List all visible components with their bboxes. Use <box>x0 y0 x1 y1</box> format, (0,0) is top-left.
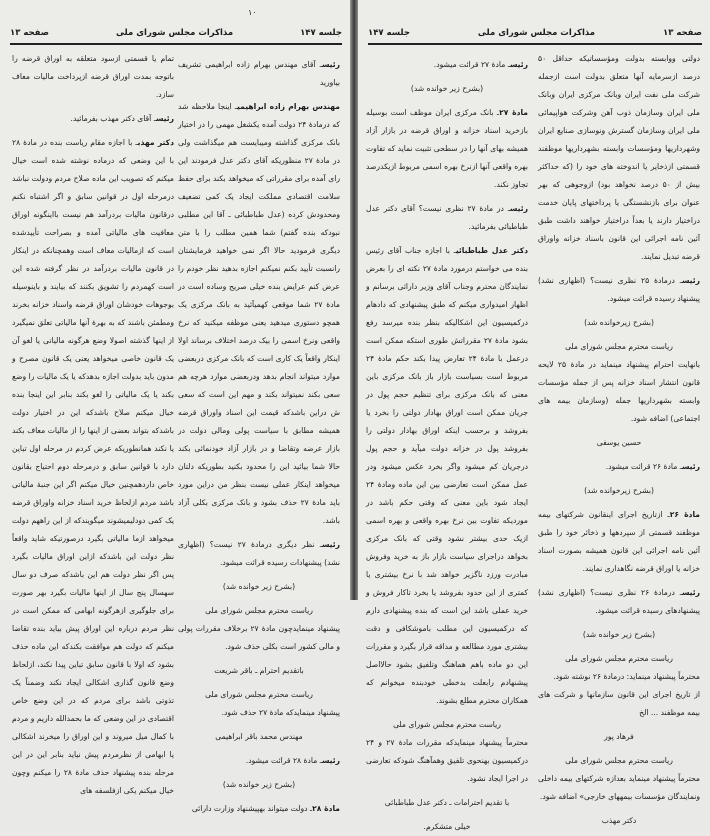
speaker-name: دکتر مهذب <box>137 138 175 147</box>
body-paragraph: محترماً پیشنهاد مینماید بعدازه شرکتهای بیمه داخلی ونمایندگان مؤسسات بیمههای خارجی» اضافه شود. <box>538 774 700 801</box>
speech-paragraph <box>538 458 700 476</box>
speech-text: ـ درمادهٔ ۲۵ نظری نیست؟ (اظهاری نشد) پیشنهاد رسیده قرائت میشود. <box>538 276 700 303</box>
centered-line: ریاست محترم مجلس شورای ملی <box>205 606 313 615</box>
speech-paragraph <box>178 536 340 572</box>
speech-text: ـ دولت میتواند بهپیشنهاد وزارت دارائی <box>191 804 313 813</box>
centered-line: (بشرح زیر خوانده شد) <box>222 582 296 591</box>
speech-text: ـ در مادهٔ ۲۷ نظری نیست؟ آقای دکتر عدل طباطبائی بفرمائید. <box>366 204 528 231</box>
right-page-header <box>368 26 702 45</box>
speech-paragraph <box>178 56 340 92</box>
speech-text: ـ درمادهٔ ۲۶ نظری نیست؟ (اظهاری نشد) پیشنهادهای رسیده قرائت میشود. <box>538 588 700 615</box>
body-paragraph: بانهایت احترام پیشنهاد مینماید در مادهٔ ۲۵ لایحه قانون انتشار اسناد خزانه پس از جمله مؤسسات وابسته بشهرداریها جمله (وسازمان بیمه های اجتماعی) اضافه شود. <box>538 360 700 423</box>
speech-paragraph <box>12 134 174 800</box>
speech-paragraph <box>366 104 528 194</box>
centered-line: ریاست محترم مجلس شورای ملی <box>565 756 673 765</box>
speaker-name: مادهٔ ۲۷ <box>499 108 528 117</box>
body-paragraph: از تاریخ اجرای این قانون سازمانها و شرکت های بیمه موظفند ... الخ <box>538 690 700 717</box>
speaker-name: مادهٔ ۲۸ <box>312 804 340 813</box>
speech-text: ـ با اجازه جناب آقای رئیس بنده می خواستم درمورد مادهٔ ۲۷ نکته ای را بعرض نمایندگان محترم وجناب آقای وزیر دارائی برسانم و اظهار امیدواری میکنم که طبق پیشنهادی که دادهام درکمیسیون این اشکالیکه بنظر بنده میرسد رفع بشود مادهٔ ۲۷ مقرراتش طوری استکه ممکن است درعمل با مادهٔ ۲۴ تعارض پیدا بکند حکم مادهٔ ۲۴ مربوط است بسیاست بازار باز بانک مرکزی باین معنی که بانک مرکزی برای تنظیم حجم پول در جریان ممکن است اوراق بهادار دولتی را بخرد یا بفروشد و برحسب اینکه اوراق بهادار دولتی را بفروشد پول در خزانه دولت میآید و حجم پول درجریان کم میشود واگر بخرد عکس میشود ودر عمل ممکن است تعارضی بین این ماده ومادهٔ ۲۴ ایجاد شود باین معنی که وقتی حکم باشد در موردیکه تفاوت بین نرخ بهره واقعی و بهره اسمی ازیک حدی بیشتر نشود وقتی که بانک مرکزی بخواهد دراجرای سیاست بازار باز به خرید وفروش مبادرت ورزد ناگزیر خواهد شد با نرخ بیشتری یا کمتری از این حدود بفروشد یا بخرد تاکار فروش و خرید عملی باشد این است که بنده پیشنهادی دارم که درکمیسیون این مطلب باموشکافی و دقت بیشتری مورد مطالعه و مداقه قرار بگیرد و مقررات این دو ماده باهم هماهنگ وتلفیق بشود حالااصل پیشنهادم رابعلت بدخطی خودبنده میخوانم که همکاران محترم مطلع بشوند. <box>366 246 528 705</box>
speech-paragraph <box>538 272 700 308</box>
speech-text: ـ آقای دکتر مهذب بفرمائید. <box>70 114 156 123</box>
body-paragraph: دولتی ووابسته بدولت ومؤسساتیکه حداقل ۵۰ درصد ازسرمایه آنها متعلق بدولت است ازجمله شرکت ملی نفت ایران وبانک مرکزی ایران وبانک ملی ایران وسازمان ذوب آهن وشرکت هواپیمائی ملی ایران وسازمان گسترش ونوسازی صنایع ایران وشهرداریها ومؤسسات وابسته بشهرداریها موظفند قسمتی ازذخایر یا اندوخته های خود را (که حداکثر بیش از ۵۰ درصد نخواهد بود) ازوجوهی که بهر عنوان برای بازنشستگی یا پرداختهای پایان خدمت دراختیار دارند یا بعداً دراختیار خواهند داشت طبق آئین نامه اجرائی این قانون باسناد خزانه واوراق قرضه تبدیل نمایند. <box>538 54 700 261</box>
centered-line: دکتر مهذب <box>601 816 637 825</box>
centered-line: ریاست محترم مجلس شورای ملی <box>565 342 673 351</box>
centered-line: ریاست محترم مجلس شورای ملی <box>565 654 673 663</box>
speech-paragraph <box>178 752 340 770</box>
text-column-right <box>538 50 700 830</box>
speech-paragraph <box>178 98 340 530</box>
centered-line: حسین یوسفی <box>596 438 642 447</box>
speaker-name: رئیس <box>321 540 340 549</box>
speech-paragraph <box>178 800 340 818</box>
speech-paragraph <box>538 506 700 578</box>
speech-text: ـ مادهٔ ۲۶ قرائت میشود. <box>605 462 682 471</box>
text-column-left <box>12 50 174 800</box>
text-column-left <box>366 50 528 836</box>
speech-paragraph <box>366 242 528 710</box>
body-paragraph: محترماً پیشنهاد مینماید: درمادهٔ ۲۶ نوشته شود. <box>553 672 700 681</box>
speaker-name: مهندس بهرام زاده ابراهیمی <box>237 102 341 111</box>
speech-text: ـ ازتاریخ اجرای اینقانون شرکتهای بیمه موظفند قسمتی از سپردهها و ذخائر خود را طبق آئین نامه اجرائی این قانون همیشه بصورت اسناد خزانه یا اوراق قرضه نگاهداری نمایند. <box>538 510 700 573</box>
book-gutter <box>350 0 358 600</box>
speech-text: ـ مادهٔ ۲۸ قرائت میشود. <box>245 756 322 765</box>
left-page-header <box>10 26 342 45</box>
speech-text: ـ آقای مهندس بهرام زاده ابراهیمی تشریف بیاورید <box>178 60 340 87</box>
centered-line: با تقدیم احترامات ـ دکتر عدل طباطبائی <box>384 798 510 807</box>
speaker-name: رئیس <box>681 462 700 471</box>
right-page <box>358 0 710 831</box>
session-number: جلسه ۱۴۷ <box>368 28 410 38</box>
centered-line: (بشرح زیرخوانده شد) <box>584 318 654 327</box>
left-page <box>0 0 350 813</box>
speaker-name: رئیس <box>321 756 340 765</box>
speaker-name: رئیس <box>681 276 700 285</box>
speaker-name: مادهٔ ۲۶ <box>669 510 700 519</box>
speech-paragraph <box>366 56 528 74</box>
centered-line: مهندس محمد باقر ابراهیمی <box>215 732 303 741</box>
centered-line: (بشرح زیر خوانده شد) <box>222 780 296 789</box>
body-paragraph: پیشنهاد مینمایدچون مادهٔ ۲۷ برخلاف مقررات پولی و مالی کشور است بکلی حذف شود. <box>178 624 340 651</box>
centered-line: ریاست محترم مجلس شورای ملی <box>393 720 501 729</box>
centered-line: ریاست محترم مجلس شورای ملی <box>205 690 313 699</box>
centered-line: خیلی متشکرم. <box>423 822 471 831</box>
body-paragraph: پیشنهاد مینمایدکه مادهٔ ۲۷ حذف شود. <box>221 708 340 717</box>
session-number: جلسه ۱۴۷ <box>300 28 342 38</box>
centered-line: باتقدیم احترام ـ باقر شریعت <box>214 666 304 675</box>
speaker-name: دکتر عدل طباطبائی <box>455 246 529 255</box>
page-number: صفحه ۱۳ <box>663 28 702 38</box>
speaker-name: رئیس <box>509 60 528 69</box>
body-paragraph: تمام یا قسمتی ازسود متعلقه به اوراق قرضه را باتوجه بمدت اوراق قرضه ازپرداخت مالیات معاف سازد. <box>12 54 174 99</box>
speech-text: ـ مادهٔ ۲۷ قرائت میشود. <box>433 60 510 69</box>
page-number: صفحه ۱۳ <box>10 28 49 38</box>
centered-line: فرهاد پور <box>604 732 634 741</box>
body-paragraph: محترماً پیشنهاد مینمایدکه مقررات مادهٔ ۲۷ و ۲۴ درکمیسیون بهنحوی تلفیق وهمآهنگ شودکه تعارضی در اجرا ایجاد نشود. <box>366 738 528 783</box>
speech-text: ـ بانک مرکزی ایران موظف است بوسیله بازخرید اسناد خزانه و اوراق قرضه در بازار آزاد همیشه بهای آنها را در سطحی تثبیت نماید که تفاوت بهره واقعی آنها ازنرخ بهره اسمی مربوط ازیکدرصد تجاوز نکند. <box>366 108 528 189</box>
page-top-mark: ۱۰ <box>248 8 257 17</box>
speech-text: ـ با اجازه مقام ریاست بنده در مادهٔ ۲۸ با این وضعی که درماده نوشته شده است خیال میکنم که تصویب این ماده صلاح مردم ودولت نباشد درمرحله اول در قوانین سابق و اگر اشتباه نکنم درقانون مالیات بردرآمد هم نیست بااینگونه اوراق معافیت های مالیاتی آمده و بصراحت تأییدشده است که ازمالیات معاف است وهمچنانکه در اینکار در قانون مالیات بردرآمد در نظر گرفته شده این است کهمردم را تشویق بکنند که بیایند و باینوسیله بوجوهات خودشان اوراق قرضه واسناد خزانه بخرند ومطمئن باشند که به بهرهٔ آنها مالیاتی تعلق نمیگیرد از اینها گذشته اصولا وضع هرگونه مالیاتی یا لغو آن یک قانون خاصی میخواهد یعنی یک قانون مصرح و مدون باید بدولت اجازه بدهدکه یا یک مالیات را وضع بکند یا یک مالیاتی را لغو بکند بنابر این اینجا بنده خیال میکنم صلاح باشدکه این در اختیار دولت باشدکه بتواند بعضی از اینها را از مالیات معاف بکند یا نکند همانطوریکه عرض کردم در مرحله اول تباین دارد با قوانین سابق و درمرحله دوم احتیاج بقانون خاص داردهمچنین خیال میکنم اگر این جنبهٔ مالیاتی باشد مردم ازلحاظ خرید اسناد خزانه واوراق قرضه یک کمی دودلیمیشوند میگویندکه از این راههم دولت میخواهد ازما مالیاتی بگیرد درصورتیکه شاید واقعاً نظر دولت این باشدکه ازاین اوراق مالیات بگیرد پس اگر نظر دولت هم این باشدکه صرف دو سال سهسال پنج سال از اینها مالیات بگیرد بهر صورت برای جلوگیری ازهرگونه ابهامی که ممکن است در نظر مردم درباره این اوراق پیش بیاید بنده تقاضا میکنم که دولت هم موافقت بکندکه این ماده حذف بشود که اولا با قانون سابق تباین پیدا نکند، ازلحاظ وضع قانون گذاری اشکالی ایجاد نکند وضمناً یک تذوتی باشد برای مردم که در این وضع خاص اقتصادی در این وضعی که ما بحمدالله داریم و مردم با کمال میل میروند و این اوراق را میخرند اشکالی یا ابهامی از نظرمردم پیش نیاید بنابر این در این مرحله بنده پیشنهاد حذف مادهٔ ۲۸ را میکنم وچون خیال میکنم یکی ازفلسفه های <box>12 138 175 795</box>
speech-paragraph <box>538 584 700 620</box>
running-title: مذاکرات مجلس شورای ملی <box>115 28 234 38</box>
running-title: مذاکرات مجلس شورای ملی <box>477 28 596 38</box>
speech-paragraph <box>366 200 528 236</box>
speech-text: ـ اینجا ملاحظه شد که درمادهٔ ۲۴ دولت آمده یکشغل مهمی را در اختیار بانک مرکزی گذاشته ومیبایست هم میگذاشت ولی در مادهٔ ۲۷ منظوریکه آقای دکتر عدل فرمودند این رای آمده برای مقرراتی که میخواهد بکند برای حفظ سلامت اقتصادی مملکت ایجاد یک کمی تضعیف ومحدودش کرده (عدل طباطبائی ـ آقا این مطلبی نبودکه بنده گفتم) شما همین مطلب را با متن دیگری فرمودید حالا اگر نمی خواهید فرمایشتان رانسبت تأیید بکنم نمیکنم اجازه بدهید نظر خودم را عرض کنم عرایض بنده خیلی صریح وساده است در مادهٔ ۲۷ شما موقعی کهمیآئید به بانک مرکزی یک همچو دستوری میدهید یعنی موظفه میکنید که نرخ واقعی ونرخ اسمی را بیک درصد اختلاف برساند اولا اینکار واقعاً یک کاری است که بانک مرکزی دربعضی موارد میتواند انجام بدهد ودربعضی موارد هرچه هم سعی بکند نمیتواند بکند و مهم این است که سعی ش دراین باشدکه قیمت این اسناد واوراق قرضه همیشه مطابق با سیاست پولی ومالی دولت در بازار عرضه وتقاضا و در بازار آزاد خودنمائی بکند حالا شما بیائید این را محدود بکنید بطوریکه دلتان میخواهد اینکار عملی نیست بنظر من دراین مورد باید مادهٔ ۲۷ حذف بشود و بانک مرکزی بکلی آزاد باشد. <box>178 102 340 525</box>
speech-paragraph <box>12 110 174 128</box>
speaker-name: رئیس <box>509 204 528 213</box>
speaker-name: رئیس <box>155 114 174 123</box>
centered-line: (بشرح زیر خوانده شد) <box>410 84 484 93</box>
speech-text: ـ نظر دیگری درمادهٔ ۲۷ نیست؟ (اظهاری نشد) پیشنهادات رسیده قرائت میشود. <box>178 540 340 567</box>
centered-line: (بشرح زیرخوانده شد) <box>584 486 654 495</box>
speaker-name: رئیس <box>321 60 340 69</box>
speaker-name: رئیس <box>681 588 700 597</box>
text-column-right <box>178 50 340 818</box>
centered-line: (بشرح زیر خوانده شد) <box>582 630 656 639</box>
